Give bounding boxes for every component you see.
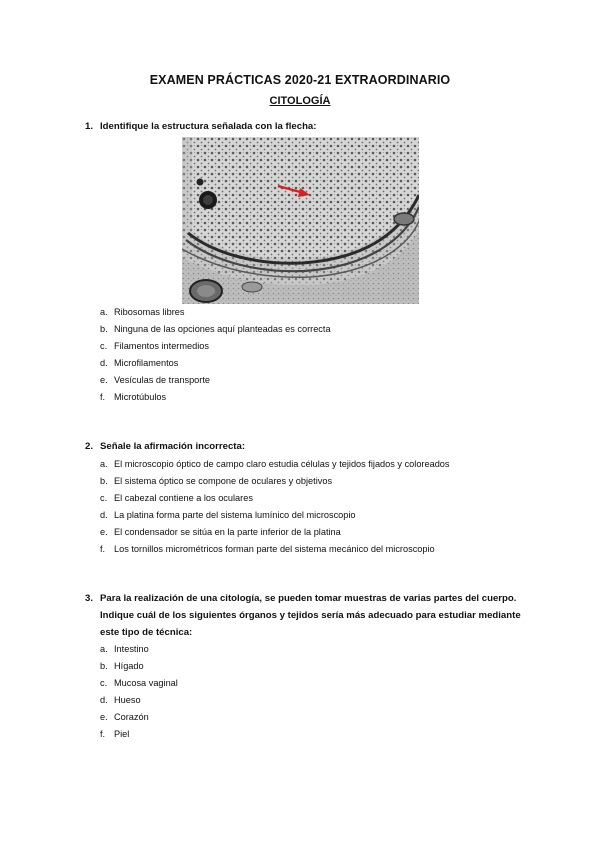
- options-question-1: [100, 304, 540, 405]
- option-text: Hueso: [114, 694, 141, 705]
- option-2a[interactable]: [100, 456, 540, 473]
- option-letter: e.: [100, 374, 108, 385]
- option-text: Ninguna de las opciones aquí planteadas es correcta: [114, 323, 331, 334]
- option-letter: a.: [100, 644, 108, 654]
- option-letter: d.: [100, 357, 108, 368]
- option-letter: b.: [100, 475, 108, 486]
- option-2c[interactable]: [100, 490, 540, 507]
- option-2d[interactable]: [100, 507, 540, 524]
- option-letter: b.: [100, 323, 108, 334]
- question-text: Para la realización de una citología, se pueden tomar muestras de varias partes del cuerpo. Indique cuál de los siguientes órganos y tejidos sería más adecuado para estudiar mediante este tipo de técnica:: [100, 593, 521, 638]
- page-title: EXAMEN PRÁCTICAS 2020-21 EXTRAORDINARIO: [149, 73, 451, 87]
- question-text: Identifique la estructura señalada con la flecha:: [100, 121, 317, 132]
- option-letter: d.: [100, 694, 108, 705]
- option-letter: c.: [100, 677, 108, 688]
- option-1f[interactable]: [100, 389, 540, 406]
- option-text: Los tornillos micrométricos forman parte del sistema mecánico del microscopio: [114, 543, 435, 554]
- option-text: Intestino: [114, 644, 149, 654]
- option-letter: e.: [100, 526, 108, 537]
- option-1c[interactable]: [100, 338, 540, 355]
- question-2: [85, 438, 535, 455]
- option-3d[interactable]: [100, 692, 540, 709]
- option-text: Microtúbulos: [114, 391, 167, 402]
- option-text: Piel: [114, 728, 130, 739]
- question-3: [85, 590, 535, 641]
- option-letter: f.: [100, 728, 106, 739]
- option-letter: c.: [100, 340, 108, 351]
- option-2e[interactable]: [100, 524, 540, 541]
- option-3c[interactable]: [100, 675, 540, 692]
- option-letter: f.: [100, 543, 106, 554]
- option-2b[interactable]: [100, 473, 540, 490]
- option-text: La platina forma parte del sistema lumínico del microscopio: [114, 509, 356, 520]
- option-text: Vesículas de transporte: [114, 374, 211, 385]
- micrograph-image: [182, 137, 419, 304]
- option-letter: a.: [100, 307, 108, 317]
- option-1a[interactable]: [100, 304, 540, 321]
- option-3e[interactable]: [100, 709, 540, 726]
- option-text: El condensador se sitúa en la parte inferior de la platina: [114, 526, 341, 537]
- option-letter: b.: [100, 660, 108, 671]
- option-letter: a.: [100, 459, 108, 469]
- option-text: Hígado: [114, 660, 144, 671]
- question-number: 3.: [85, 593, 94, 604]
- option-text: Corazón: [114, 711, 149, 722]
- option-text: Filamentos intermedios: [114, 340, 209, 351]
- option-1e[interactable]: [100, 372, 540, 389]
- options-question-2: [100, 456, 540, 557]
- option-letter: e.: [100, 711, 108, 722]
- option-text: Ribosomas libres: [114, 307, 185, 317]
- question-number: 1.: [85, 121, 94, 132]
- option-text: Mucosa vaginal: [114, 677, 178, 688]
- option-text: El sistema óptico se compone de oculares y objetivos: [114, 475, 333, 486]
- option-letter: c.: [100, 492, 108, 503]
- option-1d[interactable]: [100, 355, 540, 372]
- option-text: El microscopio óptico de campo claro estudia células y tejidos fijados y coloreados: [114, 459, 450, 469]
- option-letter: f.: [100, 391, 106, 402]
- option-3f[interactable]: [100, 726, 540, 743]
- option-letter: d.: [100, 509, 108, 520]
- section-title: CITOLOGÍA: [269, 95, 331, 107]
- option-1b[interactable]: [100, 321, 540, 338]
- question-number: 2.: [85, 441, 94, 452]
- option-2f[interactable]: [100, 541, 540, 558]
- option-text: Microfilamentos: [114, 357, 179, 368]
- options-question-3: [100, 641, 540, 742]
- question-1: [85, 118, 535, 135]
- option-3a[interactable]: [100, 641, 540, 658]
- question-text: Señale la afirmación incorrecta:: [100, 441, 246, 452]
- option-text: El cabezal contiene a los oculares: [114, 492, 253, 503]
- option-3b[interactable]: [100, 658, 540, 675]
